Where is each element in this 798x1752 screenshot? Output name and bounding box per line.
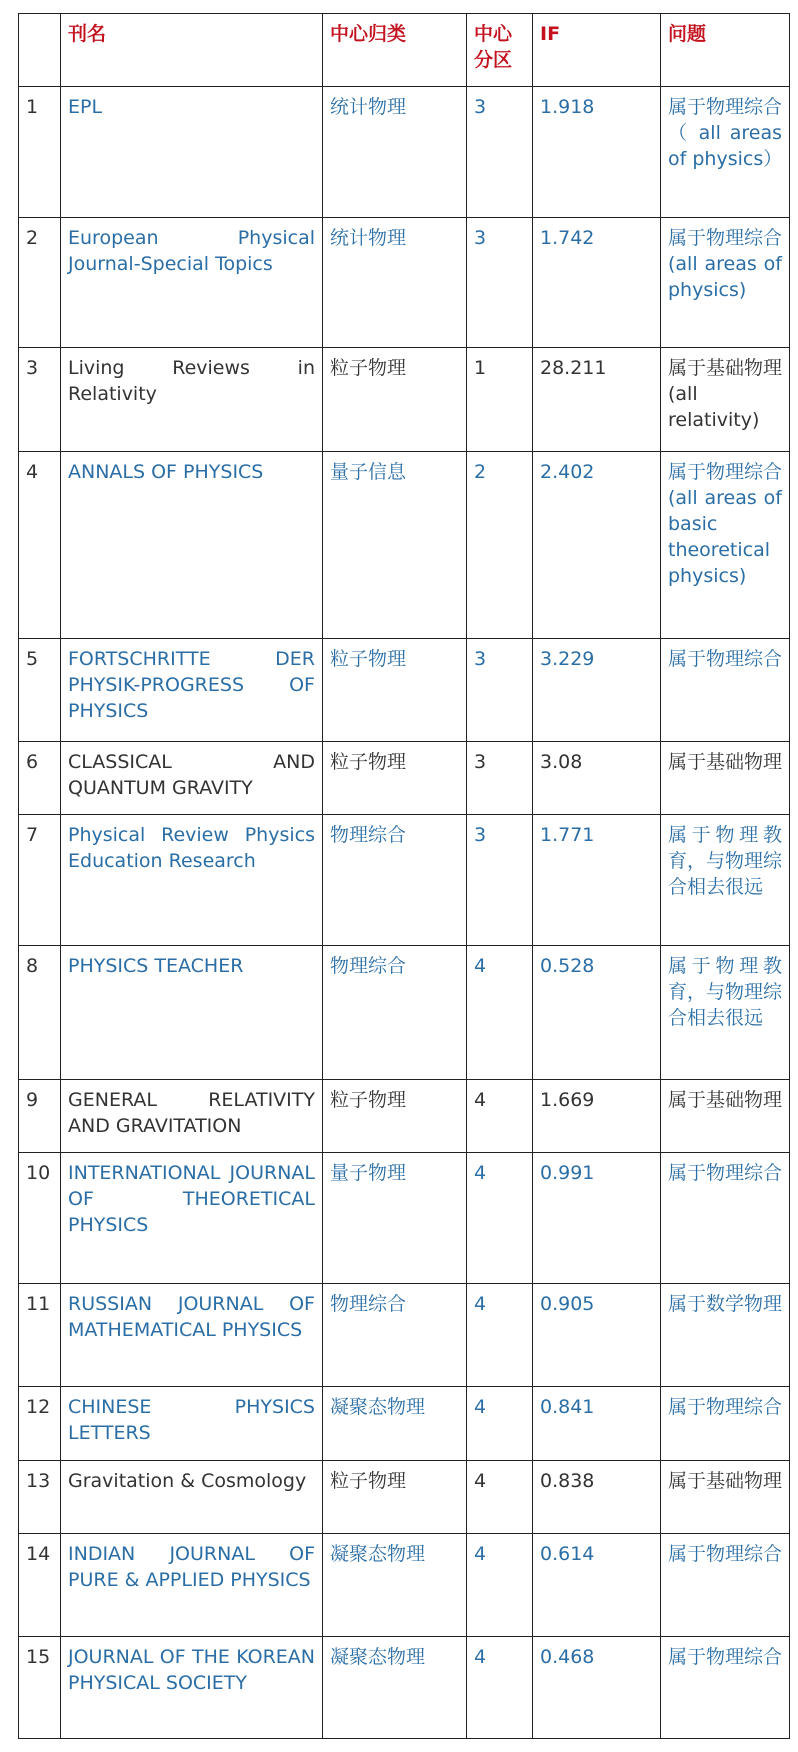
category: 粒子物理 [323,1461,467,1534]
zone: 4 [467,1080,533,1153]
zone: 3 [467,742,533,815]
table-row [19,815,790,946]
note: 属于基础物理 (all relativity) [661,348,790,452]
note-link[interactable]: 属于物理综合 [661,1534,790,1637]
zone: 1 [467,348,533,452]
zone-link[interactable]: 3 [467,87,533,218]
note-link[interactable]: 属于物理综合 [661,1637,790,1739]
category-link[interactable]: 粒子物理 [323,639,467,742]
zone-link[interactable]: 2 [467,452,533,639]
row-number: 8 [19,946,61,1080]
row-number: 1 [19,87,61,218]
category-link[interactable]: 物理综合 [323,946,467,1080]
row-number: 10 [19,1153,61,1284]
row-number: 6 [19,742,61,815]
journal-name-link[interactable]: European Physical Journal-Special Topics [61,218,323,348]
journal-name-link[interactable]: CHINESE PHYSICS LETTERS [61,1387,323,1461]
table-row [19,1387,790,1461]
journal-table [18,13,790,1739]
journal-name-link[interactable]: JOURNAL OF THE KOREAN PHYSICAL SOCIETY [61,1637,323,1739]
impact-factor-link[interactable]: 0.905 [533,1284,661,1387]
row-number: 13 [19,1461,61,1534]
category-link[interactable]: 量子物理 [323,1153,467,1284]
table-row [19,639,790,742]
impact-factor: 0.838 [533,1461,661,1534]
row-number: 7 [19,815,61,946]
zone-link[interactable]: 4 [467,1387,533,1461]
table-row [19,1080,790,1153]
note-link[interactable]: 属于物理教育，与物理综合相去很远 [661,946,790,1080]
zone-link[interactable]: 3 [467,639,533,742]
row-number: 4 [19,452,61,639]
category: 粒子物理 [323,1080,467,1153]
impact-factor-link[interactable]: 1.742 [533,218,661,348]
journal-name: GENERAL RELATIVITY AND GRAVITATION [61,1080,323,1153]
category-link[interactable]: 量子信息 [323,452,467,639]
category-link[interactable]: 凝聚态物理 [323,1534,467,1637]
header-journal-name: 刊名 [61,14,323,87]
impact-factor-link[interactable]: 0.468 [533,1637,661,1739]
impact-factor-link[interactable]: 0.614 [533,1534,661,1637]
category-link[interactable]: 统计物理 [323,218,467,348]
table-row [19,1461,790,1534]
journal-name-link[interactable]: EPL [61,87,323,218]
category: 粒子物理 [323,742,467,815]
table-row [19,218,790,348]
journal-name-link[interactable]: PHYSICS TEACHER [61,946,323,1080]
impact-factor-link[interactable]: 0.528 [533,946,661,1080]
note-link[interactable]: 属于物理综合 (all areas of basic theoretical physics) [661,452,790,639]
journal-name-link[interactable]: INTERNATIONAL JOURNAL OF THEORETICAL PHYSICS [61,1153,323,1284]
journal-name-link[interactable]: INDIAN JOURNAL OF PURE & APPLIED PHYSICS [61,1534,323,1637]
journal-name: CLASSICAL AND QUANTUM GRAVITY [61,742,323,815]
category-link[interactable]: 凝聚态物理 [323,1637,467,1739]
impact-factor-link[interactable]: 0.841 [533,1387,661,1461]
note-link[interactable]: 属于物理综合 [661,1153,790,1284]
zone-link[interactable]: 4 [467,1284,533,1387]
note: 属于基础物理 [661,1080,790,1153]
table-row [19,452,790,639]
impact-factor-link[interactable]: 1.918 [533,87,661,218]
journal-name-link[interactable]: ANNALS OF PHYSICS [61,452,323,639]
journal-name: Gravitation & Cosmology [61,1461,323,1534]
impact-factor-link[interactable]: 0.991 [533,1153,661,1284]
journal-name-link[interactable]: Physical Review Physics Education Research [61,815,323,946]
row-number: 9 [19,1080,61,1153]
note: 属于基础物理 [661,1461,790,1534]
category-link[interactable]: 物理综合 [323,815,467,946]
zone-link[interactable]: 4 [467,1153,533,1284]
header-impact-factor: IF [533,14,661,87]
zone-link[interactable]: 4 [467,1534,533,1637]
journal-name-link[interactable]: RUSSIAN JOURNAL OF MATHEMATICAL PHYSICS [61,1284,323,1387]
header-zone: 中心分区 [467,14,533,87]
table-row [19,1637,790,1739]
impact-factor: 3.08 [533,742,661,815]
zone-link[interactable]: 4 [467,1637,533,1739]
note-link[interactable]: 属于物理综合（ all areas of physics） [661,87,790,218]
table-row [19,1534,790,1637]
table-row [19,348,790,452]
table-row [19,946,790,1080]
journal-name: Living Reviews in Relativity [61,348,323,452]
journal-name-link[interactable]: FORTSCHRITTE DER PHYSIK-PROGRESS OF PHYSICS [61,639,323,742]
category-link[interactable]: 凝聚态物理 [323,1387,467,1461]
note-link[interactable]: 属于物理综合 [661,1387,790,1461]
note: 属于基础物理 [661,742,790,815]
row-number: 15 [19,1637,61,1739]
header-category: 中心归类 [323,14,467,87]
impact-factor: 1.669 [533,1080,661,1153]
row-number: 5 [19,639,61,742]
table-row [19,87,790,218]
impact-factor-link[interactable]: 1.771 [533,815,661,946]
category-link[interactable]: 物理综合 [323,1284,467,1387]
row-number: 12 [19,1387,61,1461]
row-number: 3 [19,348,61,452]
note-link[interactable]: 属于物理综合 [661,639,790,742]
category-link[interactable]: 统计物理 [323,87,467,218]
zone: 4 [467,1461,533,1534]
header-note: 问题 [661,14,790,87]
impact-factor-link[interactable]: 3.229 [533,639,661,742]
row-number: 11 [19,1284,61,1387]
note-link[interactable]: 属于物理综合 (all areas of physics) [661,218,790,348]
zone-link[interactable]: 3 [467,218,533,348]
table-row [19,1153,790,1284]
row-number: 14 [19,1534,61,1637]
header-no [19,14,61,87]
note-link[interactable]: 属于数学物理 [661,1284,790,1387]
impact-factor-link[interactable]: 2.402 [533,452,661,639]
table-row [19,1284,790,1387]
row-number: 2 [19,218,61,348]
zone-link[interactable]: 3 [467,815,533,946]
category: 粒子物理 [323,348,467,452]
table-row [19,742,790,815]
zone-link[interactable]: 4 [467,946,533,1080]
table-header-row [19,14,790,87]
impact-factor: 28.211 [533,348,661,452]
note-link[interactable]: 属于物理教育，与物理综合相去很远 [661,815,790,946]
